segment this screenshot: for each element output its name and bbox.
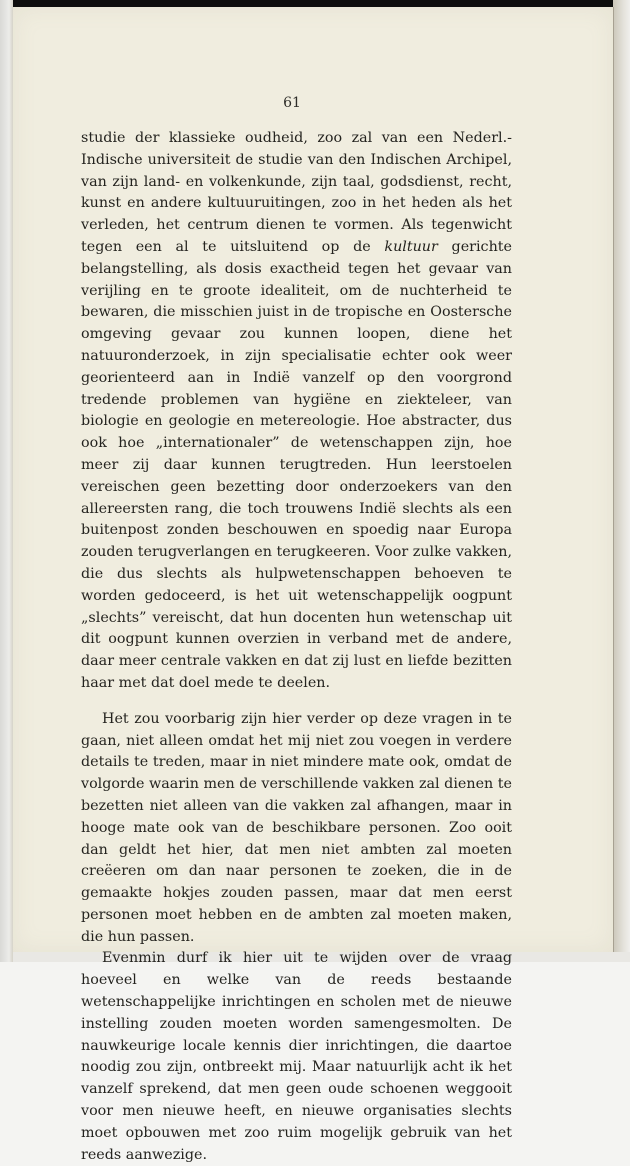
- scan-left-edge: [0, 0, 13, 962]
- scan-top-edge: [0, 0, 630, 7]
- scan-right-edge: [613, 0, 630, 962]
- page-number: 61: [283, 95, 301, 111]
- paragraph-text: [81, 948, 512, 1166]
- text-run: Evenmin durf ik hier uit te wijden over de vraag hoeveel en welke van de reeds bestaande wetenschappelijke inrichtingen en scholen met de nieuwe instelling zouden moeten worden samengesmolten. De nauwkeurige locale kennis dier inrichtingen, die daartoe noodig zou zijn, ontbreekt mij. Maar natuurlijk acht ik het vanzelf sprekend, dat men geen oude schoenen weggooit voor men nieuwe heeft, en nieuwe organisaties slechts moet opbouwen met zoo ruim mogelijk gebruik van het reeds aanwezige.: [81, 950, 512, 1163]
- text-run: gerichte belangstelling, als dosis exactheid tegen het gevaar van verijling en te groote idealiteit, om de nuchterheid te bewaren, die misschien juist in de tropische en Oostersche omgeving gevaar zou kunnen loopen, diene het natuuronderzoek, in zijn specialisatie echter ook weer georienteerd aan in Indië vanzelf op den voorgrond tredende problemen van hygiëne en ziekteleer, van biologie en geologie en metereologie. Hoe abstracter, dus ook hoe „internationaler” de wetenschappen zijn, hoe meer zij daar kunnen terugtreden. Hun leerstoelen vereischen geen bezetting door onderzoekers van den allereersten rang, die toch trouwens Indië slechts als een buitenpost zonden beschouwen en spoedig naar Europa zouden terugverlangen en terugkeeren. Voor zulke vakken, die dus slechts als hulpwetenschappen behoeven te worden gedoceerd, is het uit wetenschappelijk oogpunt „slechts” vereischt, dat hun docenten hun wetenschap uit dit oogpunt kunnen overzien in verband met de andere, daar meer centrale vakken en dat zij lust en liefde bezitten haar met dat doel mede te deelen.: [81, 238, 512, 691]
- paragraph-text: [81, 709, 512, 949]
- body-text: [81, 128, 512, 1166]
- paragraph-text: [81, 128, 512, 695]
- book-page: [13, 7, 614, 1163]
- paragraph: [81, 948, 512, 1166]
- paragraph: [81, 128, 512, 695]
- text-run-italic: kultuur: [384, 238, 438, 255]
- text-run: studie der klassieke oudheid, zoo zal van een Nederl.-Indische universiteit de studie van den Indischen Archipel, van zijn land- en volkenkunde, zijn taal, godsdienst, recht, kunst en andere kultuuruitingen, zoo in het heden als het verleden, het centrum dienen te vormen. Als tegenwicht tegen een al te uitsluitend op de: [81, 130, 512, 255]
- text-run: Het zou voorbarig zijn hier verder op deze vragen in te gaan, niet alleen omdat het mij niet zou voegen in verdere details te treden, maar in niet mindere mate ook, omdat de volgorde waarin men de verschillende vakken zal dienen te bezetten niet alleen van die vakken zal afhangen, maar in hooge mate ook van de beschikbare personen. Zoo ooit dan geldt het hier, dat men niet ambten zal moeten creëeren om dan naar personen te zoeken, die in de gemaakte hokjes zouden passen, maar dat men eerst personen moet hebben en de ambten zal moeten maken, die hun passen.: [81, 710, 512, 945]
- paragraph: [81, 709, 512, 949]
